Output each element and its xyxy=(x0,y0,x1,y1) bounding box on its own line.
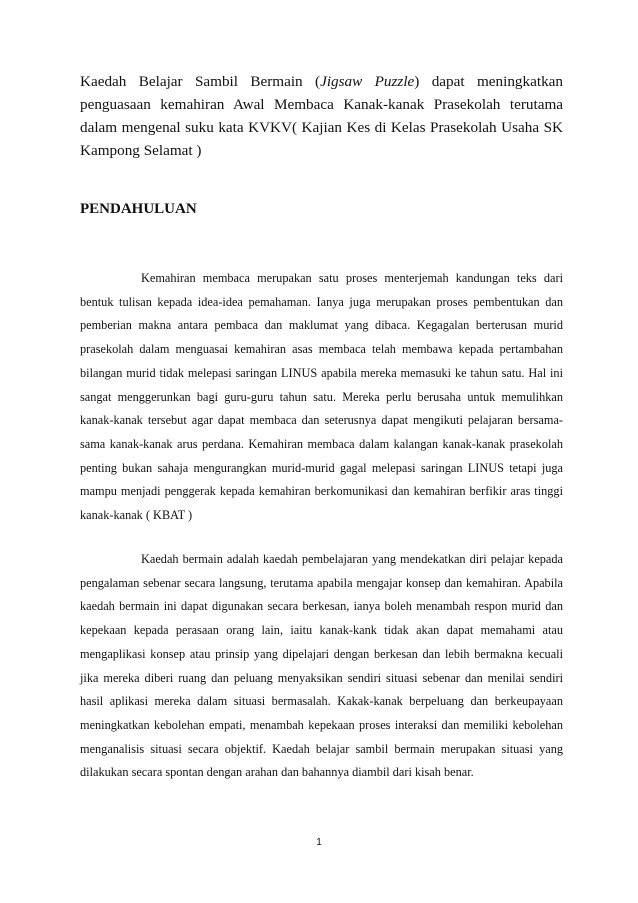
paragraph-2: Kaedah bermain adalah kaedah pembelajaran yang mendekatkan diri pelajar kepada pengalaman sebenar secara langsung, terutama apabila mengajar konsep dan kemahiran. Apabila kaedah bermain ini dapat digunakan secara berkesan, ianya boleh menambah respon murid dan kepekaan kepada perasaan orang lain, iaitu kanak-kank tidak akan dapat memahami atau mengaplikasi konsep atau prinsip yang dipelajari dengan berkesan dan lebih bermakna kecuali jika mereka diberi ruang dan peluang menyaksikan sendiri situasi sebenar dan menilai sendiri hasil aplikasi mereka dalam situasi bermasalah. Kakak-kanak berpeluang dan berkeupayaan meningkatkan kebolehan empati, menambah kepekaan proses interaksi dan memiliki kebolehan menganalisis situasi secara objektif. Kaedah belajar sambil bermain merupakan situasi yang dilakukan secara spontan dengan arahan dan bahannya diambil dari kisah benar. xyxy=(80,552,563,780)
title-text-italic: Jigsaw Puzzle xyxy=(320,73,415,90)
title-text-end: ) dapat meningkatkan penguasaan kemahiran Awal Membaca Kanak-kanak Prasekolah terutama dalam mengenal suku kata KVKV( Kajian Kes di Kelas Prasekolah Usaha SK Kampong Selamat ) xyxy=(80,73,564,159)
paragraph-1: Kemahiran membaca merupakan satu proses menterjemah kandungan teks dari bentuk tulisan kepada idea-idea pemahaman. Ianya juga merupakan proses pembentukan dan pemberian makna antara pembaca dan maklumat yang dibaca. Kegagalan berterusan murid prasekolah dalam menguasai kemahiran asas membaca telah membawa kepada pertambahan bilangan murid tidak melepasi saringan LINUS apabila mereka memasuki ke tahun satu. Hal ini sangat menggerunkan bagi guru-guru tahun satu. Mereka perlu berusaha untuk memulihkan kanak-kanak tersebut agar dapat membaca dan seterusnya dapat mengikuti pelajaran bersama-sama kanak-kanak arus perdana. Kemahiran membaca dalam kalangan kanak-kanak prasekolah penting bukan sahaja mengurangkan murid-murid gagal melepasi saringan LINUS tetapi juga mampu menjadi penggerak kepada kemahiran berkomunikasi dan kemahiran berfikir aras tinggi kanak-kanak ( KBAT ) xyxy=(80,271,563,523)
title-text-start: Kaedah Belajar Sambil Bermain ( xyxy=(80,73,321,90)
page-number: 1 xyxy=(316,837,322,848)
section-heading: PENDAHULUAN xyxy=(80,201,197,217)
document-title xyxy=(80,70,563,162)
